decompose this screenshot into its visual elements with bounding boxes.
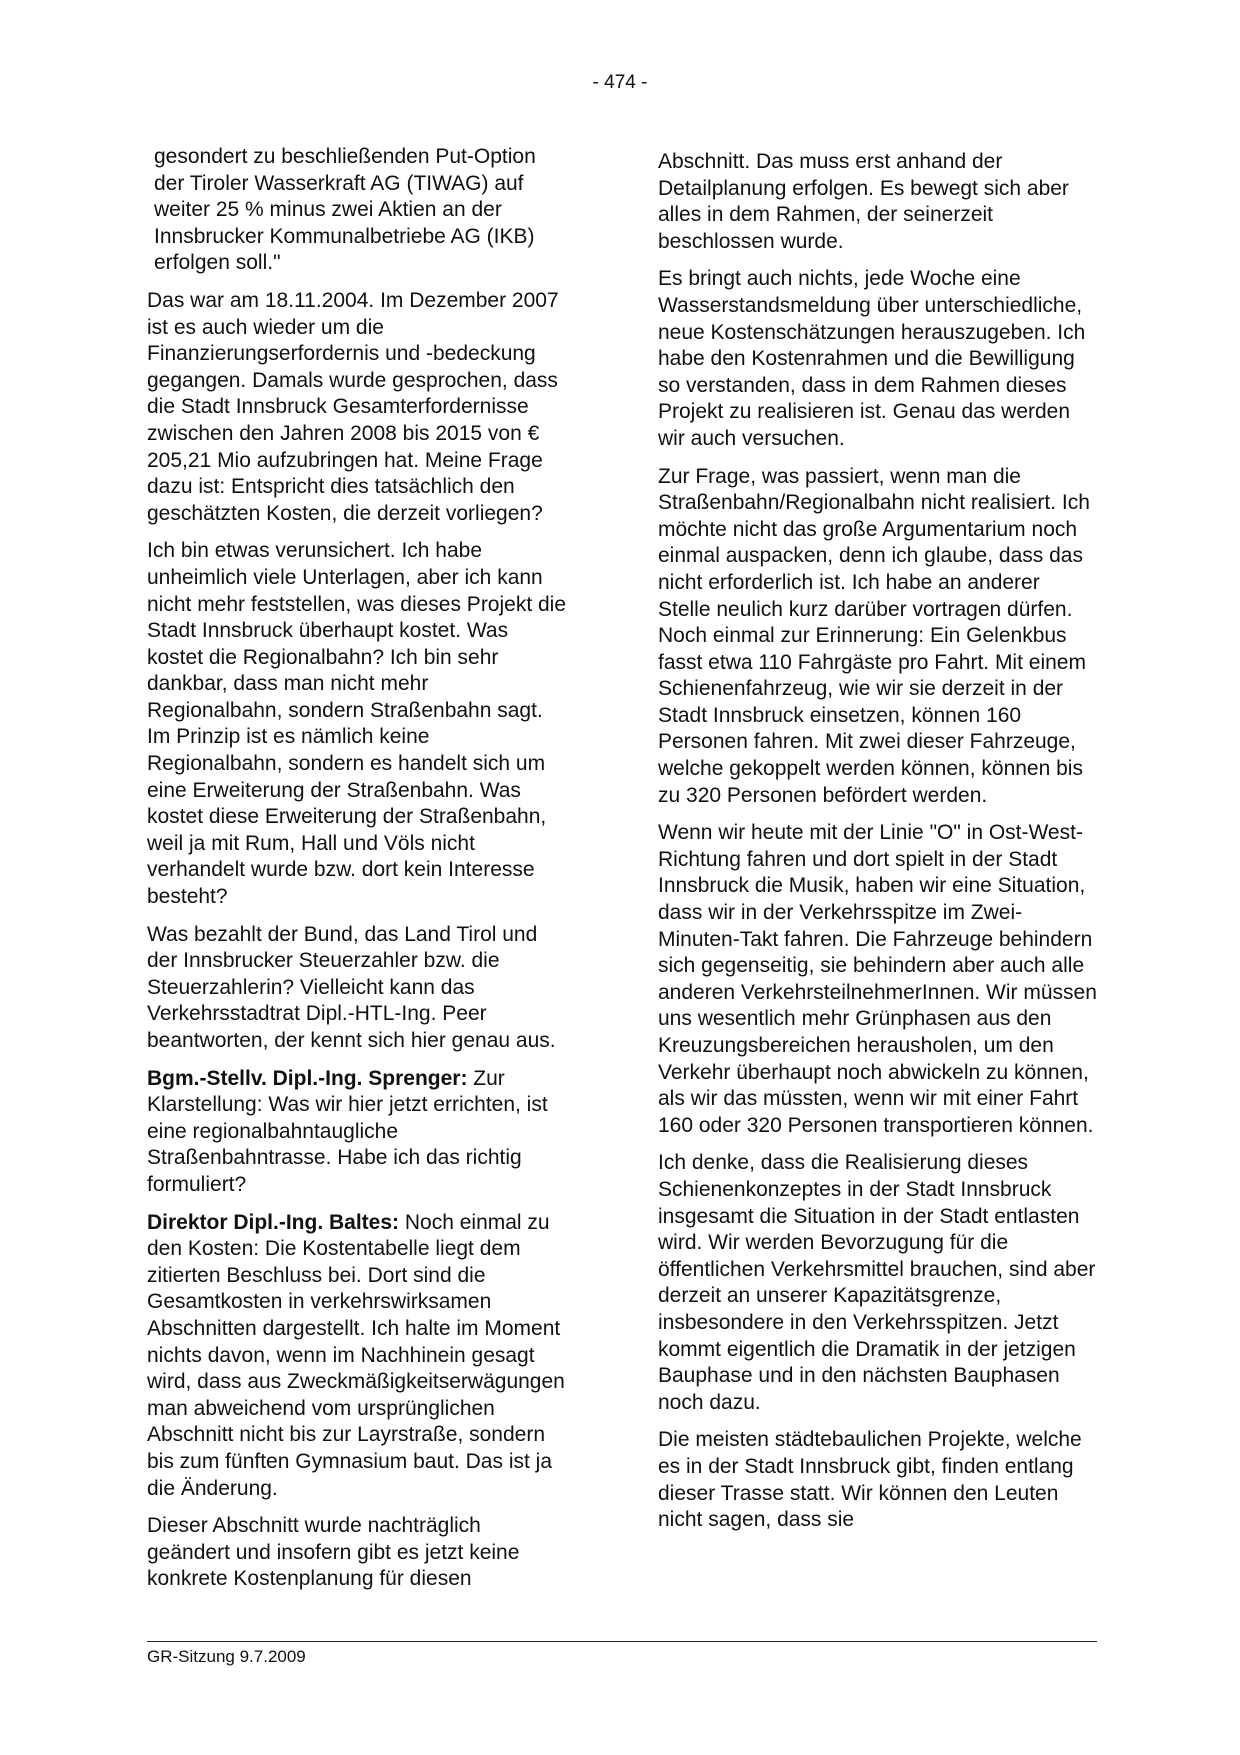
paragraph: Ich bin etwas verunsichert. Ich habe unheimlich viele Unterlagen, aber ich kann nicht mehr feststellen, was dieses Projekt die Stadt Innsbruck überhaupt kostet. Was kostet die Regionalbahn? Ich bin sehr dankbar, dass man nicht mehr Regionalbahn, sondern Straßenbahn sagt. Im Prinzip ist es nämlich keine Regionalbahn, sondern es handelt sich um eine Erweiterung der Straßenbahn. Was kostet diese Erweiterung der Straßenbahn, weil ja mit Rum, Hall und Völs nicht verhandelt wurde bzw. dort kein Interesse besteht? [147,539,567,909]
speaker-statement: Noch einmal zu den Kosten: Die Kostentabelle liegt dem zitierten Beschluss bei. Dort sind die Gesamtkosten in verkehrswirksamen Abschnitten dargestellt. Ich halte im Moment nichts davon, wenn im Nachhinein gesagt wird, dass aus Zweckmäßigkeitserwägungen man abweichend vom ursprünglichen Abschnitt nicht bis zur Layrstraße, sondern bis zum fünften Gymnasium baut. Das ist ja die Änderung. [147,1210,565,1500]
paragraph: Zur Frage, was passiert, wenn man die Straßenbahn/Regionalbahn nicht realisiert. Ich möchte nicht das große Argumentarium noch einmal auspacken, denn ich glaube, dass das nicht erforderlich ist. Ich habe an anderer Stelle neulich kurz darüber vortragen dürfen. Noch einmal zur Erinnerung: Ein Gelenkbus fasst etwa 110 Fahrgäste pro Fahrt. Mit einem Schienenfahrzeug, wie wir sie derzeit in der Stadt Innsbruck einsetzen, können 160 Personen fahren. Mit zwei dieser Fahrzeuge, welche gekoppelt werden können, können bis zu 320 Personen befördert werden. [658,464,1090,807]
paragraph: Abschnitt. Das muss erst anhand der Detailplanung erfolgen. Es bewegt sich aber alles in dem Rahmen, der seinerzeit beschlossen wurde. [658,150,1069,253]
footer-divider [147,1641,1097,1642]
paragraph: Dieser Abschnitt wurde nachträglich geändert und insofern gibt es jetzt keine konkrete Kostenplanung für diesen [147,1514,520,1591]
paragraph: Die meisten städtebaulichen Projekte, welche es in der Stadt Innsbruck gibt, finden entlang dieser Trasse statt. Wir können den Leuten nicht sagen, dass sie [658,1428,1082,1532]
quoted-resolution: gesondert zu beschließenden Put-Option der Tiroler Wasserkraft AG (TIWAG) auf weiter 25 % minus zwei Aktien an der Innsbrucker Kommunalbetriebe AG (IKB) erfolgen soll." [154,145,536,275]
paragraph: Wenn wir heute mit der Linie "O" in Ost-West-Richtung fahren und dort spielt in der Stadt Innsbruck die Musik, haben wir eine Situation, dass wir in der Verkehrsspitze im Zwei-Minuten-Takt fahren. Die Fahrzeuge behindern sich gegenseitig, sie behindern aber auch alle anderen VerkehrsteilnehmerInnen. Wir müssen uns wesentlich mehr Grünphasen aus den Kreuzungsbereichen herausholen, um den Verkehr überhaupt noch abwickeln zu können, als wir das müssten, wenn wir mit einer Fahrt 160 oder 320 Personen transportieren können. [658,821,1097,1137]
speaker-statement: Zur Klarstellung: Was wir hier jetzt errichten, ist eine regionalbahntaugliche Straßenbahntrasse. Habe ich das richtig formuliert? [147,1066,548,1196]
right-column [658,144,1098,1545]
speaker-name: Bgm.-Stellv. Dipl.-Ing. Sprenger: [147,1066,468,1090]
footer-session-label: GR-Sitzung 9.7.2009 [147,1647,306,1666]
speaker-name: Direktor Dipl.-Ing. Baltes: [147,1210,400,1234]
page-number: - 474 - [592,72,648,93]
left-column [147,144,567,1604]
paragraph: Ich denke, dass die Realisierung dieses Schienenkonzeptes in der Stadt Innsbruck insgesamt die Situation in der Stadt entlasten wird. Wir werden Bevorzugung für die öffentlichen Verkehrsmittel brauchen, sind aber derzeit an unserer Kapazitätsgrenze, insbesondere in den Verkehrsspitzen. Jetzt kommt eigentlich die Dramatik in der jetzigen Bauphase und in den nächsten Bauphasen noch dazu. [658,1151,1096,1414]
speaker-paragraph [147,1210,567,1503]
speaker-paragraph [147,1066,567,1199]
paragraph: Es bringt auch nichts, jede Woche eine Wasserstandsmeldung über unterschiedliche, neue Kostenschätzungen herauszugeben. Ich habe den Kostenrahmen und die Bewilligung so verstanden, dass in dem Rahmen dieses Projekt zu realisieren ist. Genau das werden wir auch versuchen. [658,267,1086,450]
paragraph: Was bezahlt der Bund, das Land Tirol und der Innsbrucker Steuerzahler bzw. die Steuerzahlerin? Vielleicht kann das Verkehrsstadtrat Dipl.-HTL-Ing. Peer beantworten, der kennt sich hier genau aus. [147,922,556,1052]
paragraph: Das war am 18.11.2004. Im Dezember 2007 ist es auch wieder um die Finanzierungserfordernis und -bedeckung gegangen. Damals wurde gesprochen, dass die Stadt Innsbruck Gesamterfordernisse zwischen den Jahren 2008 bis 2015 von € 205,21 Mio aufzubringen hat. Meine Frage dazu ist: Entspricht dies tatsächlich den geschätzten Kosten, die derzeit vorliegen? [147,288,559,525]
